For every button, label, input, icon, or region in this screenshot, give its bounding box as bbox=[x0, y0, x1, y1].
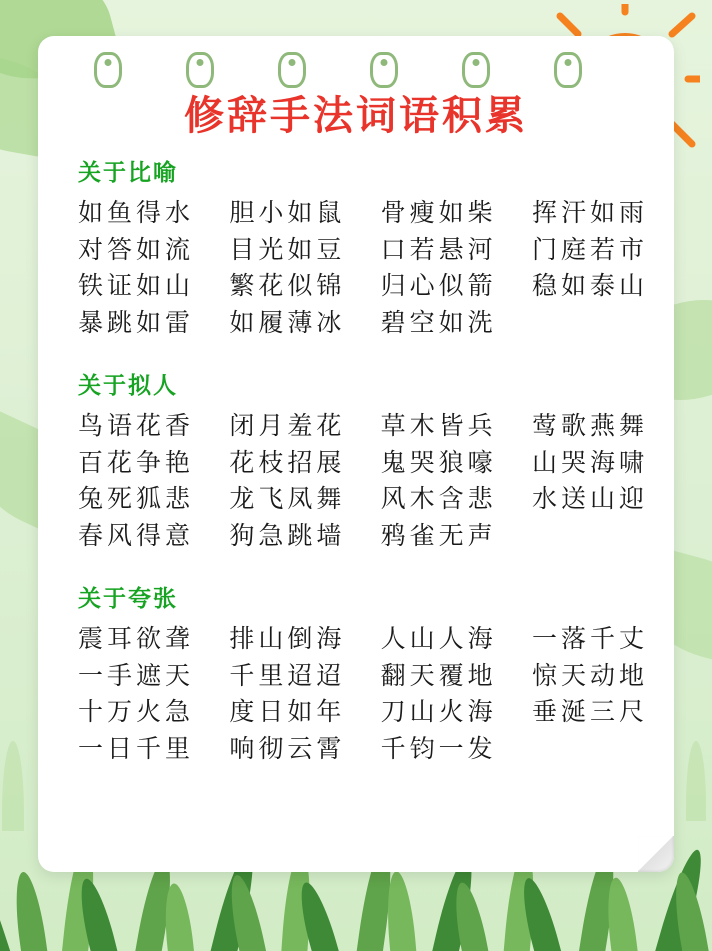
section-heading: 关于夸张 bbox=[78, 586, 178, 612]
phrase-item: 稳如泰山 bbox=[531, 271, 648, 300]
phrase-column bbox=[229, 621, 345, 767]
phrase-item: 对答如流 bbox=[78, 234, 195, 264]
section-heading: 关于拟人 bbox=[78, 373, 178, 399]
section-metaphor bbox=[66, 154, 652, 341]
decorative-grass bbox=[686, 741, 706, 821]
phrase-item: 翻天覆地 bbox=[380, 660, 497, 690]
phrase-item: 闭月羞花 bbox=[229, 411, 346, 440]
phrase-item: 目光如豆 bbox=[229, 234, 346, 264]
phrase-item: 山哭海啸 bbox=[531, 447, 648, 477]
phrase-item: 口若悬河 bbox=[380, 234, 497, 264]
phrase-column bbox=[532, 408, 648, 554]
page-title: 修辞手法词语积累 bbox=[184, 93, 528, 139]
phrase-column bbox=[532, 195, 648, 341]
phrase-item: 骨瘦如柴 bbox=[380, 198, 497, 227]
phrase-column bbox=[78, 621, 194, 767]
phrase-column bbox=[381, 408, 497, 554]
phrase-columns bbox=[66, 408, 652, 554]
phrase-item: 兔死狐悲 bbox=[78, 484, 195, 513]
spiral-ring bbox=[278, 52, 306, 88]
phrase-item: 一手遮天 bbox=[78, 660, 195, 690]
phrase-item: 水送山迎 bbox=[531, 484, 648, 513]
phrase-item: 惊天动地 bbox=[531, 660, 648, 690]
phrase-item: 千钧一发 bbox=[380, 733, 497, 763]
phrase-item: 门庭若市 bbox=[531, 234, 648, 264]
spiral-ring bbox=[186, 52, 214, 88]
section-heading: 关于比喻 bbox=[78, 160, 178, 186]
phrase-item: 胆小如鼠 bbox=[229, 198, 346, 227]
phrase-column bbox=[78, 195, 194, 341]
spiral-ring bbox=[370, 52, 398, 88]
phrase-item: 垂涎三尺 bbox=[531, 697, 648, 726]
notebook-page bbox=[38, 36, 674, 872]
phrase-item: 春风得意 bbox=[78, 520, 195, 550]
phrase-item: 铁证如山 bbox=[78, 271, 195, 300]
spiral-ring bbox=[94, 52, 122, 88]
phrase-item: 鬼哭狼嚎 bbox=[380, 447, 497, 477]
phrase-item: 如鱼得水 bbox=[78, 198, 195, 227]
phrase-columns bbox=[66, 195, 652, 341]
spiral-ring bbox=[554, 52, 582, 88]
phrase-item: 如履薄冰 bbox=[229, 307, 346, 337]
phrase-item: 风木含悲 bbox=[380, 484, 497, 513]
phrase-item: 刀山火海 bbox=[380, 697, 497, 726]
phrase-item: 龙飞凤舞 bbox=[229, 484, 346, 513]
phrase-item: 度日如年 bbox=[229, 697, 346, 726]
phrase-item: 挥汗如雨 bbox=[531, 198, 648, 227]
decorative-grass bbox=[2, 741, 24, 831]
spiral-ring bbox=[462, 52, 490, 88]
phrase-column bbox=[381, 621, 497, 767]
phrase-item: 莺歌燕舞 bbox=[531, 411, 648, 440]
phrase-item: 震耳欲聋 bbox=[78, 624, 195, 653]
phrase-column bbox=[381, 195, 497, 341]
phrase-item: 千里迢迢 bbox=[229, 660, 346, 690]
phrase-column bbox=[78, 408, 194, 554]
phrase-item: 十万火急 bbox=[78, 697, 195, 726]
phrase-item: 人山人海 bbox=[380, 624, 497, 653]
phrase-item: 排山倒海 bbox=[229, 624, 346, 653]
phrase-item: 一日千里 bbox=[78, 733, 195, 763]
phrase-item: 狗急跳墙 bbox=[229, 520, 346, 550]
phrase-column bbox=[229, 195, 345, 341]
phrase-columns bbox=[66, 621, 652, 767]
phrase-item: 碧空如洗 bbox=[380, 307, 497, 337]
phrase-item: 鸦雀无声 bbox=[380, 520, 497, 550]
phrase-item: 一落千丈 bbox=[531, 624, 648, 653]
phrase-item: 百花争艳 bbox=[78, 447, 195, 477]
phrase-item: 鸟语花香 bbox=[78, 411, 195, 440]
phrase-item: 归心似箭 bbox=[380, 271, 497, 300]
phrase-column bbox=[229, 408, 345, 554]
phrase-column bbox=[532, 621, 648, 767]
section-personification bbox=[66, 367, 652, 554]
phrase-item: 响彻云霄 bbox=[229, 733, 346, 763]
sections-container bbox=[66, 154, 652, 793]
phrase-item: 暴跳如雷 bbox=[78, 307, 195, 337]
phrase-item: 繁花似锦 bbox=[229, 271, 346, 300]
phrase-item: 花枝招展 bbox=[229, 447, 346, 477]
phrase-item: 草木皆兵 bbox=[380, 411, 497, 440]
section-hyperbole bbox=[66, 580, 652, 767]
